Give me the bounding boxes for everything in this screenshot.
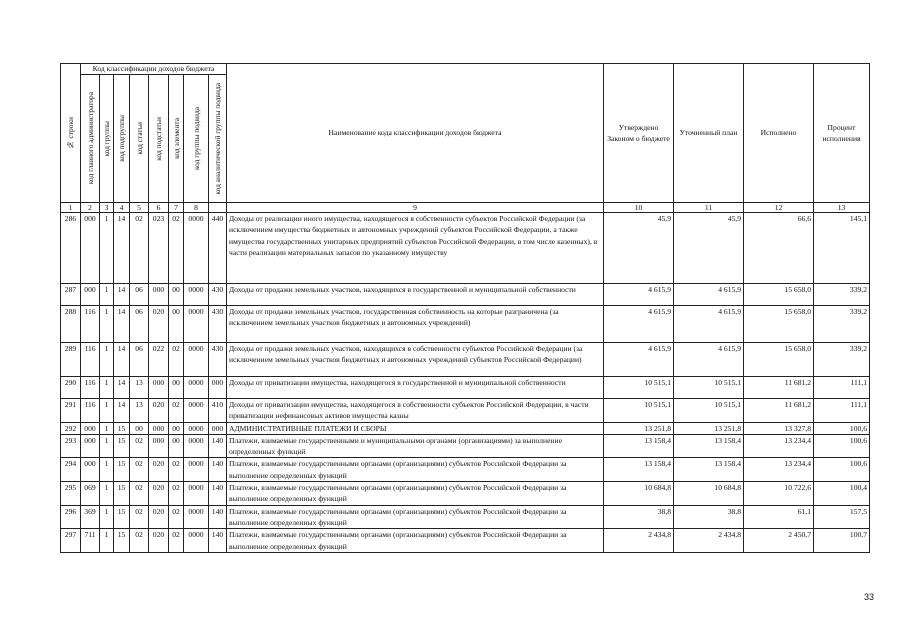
row-number: 289 (61, 343, 81, 377)
code-subgroup: 15 (114, 529, 130, 553)
row-name: Доходы от продажи земельных участков, государственная собственность на которые разграничена (за исключением земельных участков бюджетных и автономных учреждений) (227, 306, 604, 343)
row-name: Доходы от приватизации имущества, находящегося в государственной и муниципальной собственности (227, 377, 604, 399)
code-article: 06 (130, 284, 149, 306)
value-plan: 10 684,8 (674, 482, 744, 506)
column-number: 2 (81, 203, 100, 213)
code-article: 02 (130, 505, 149, 529)
value-percent: 157,5 (814, 505, 870, 529)
code-subtype: 0000 (184, 377, 209, 399)
code-group: 1 (100, 482, 114, 506)
row-number: 293 (61, 434, 81, 458)
row-name: Платежи, взимаемые государственными органами (организациями) субъектов Российской Федерации за выполнение определенных функций (227, 482, 604, 506)
table-row (61, 505, 870, 529)
row-name: Платежи, взимаемые государственными органами (организациями) субъектов Российской Федерации за выполнение определенных функций (227, 529, 604, 553)
code-analytic: 140 (209, 458, 227, 482)
column-number: 8 (184, 203, 209, 213)
row-number: 286 (61, 213, 81, 284)
code-subarticle: 020 (149, 529, 169, 553)
code-subtype: 0000 (184, 482, 209, 506)
code-subarticle: 000 (149, 434, 169, 458)
code-element: 02 (169, 343, 184, 377)
value-approved: 4 615,9 (604, 284, 674, 306)
code-group: 1 (100, 458, 114, 482)
code-article: 02 (130, 529, 149, 553)
code-group: 1 (100, 422, 114, 434)
value-executed: 10 722,6 (744, 482, 814, 506)
code-group: 1 (100, 505, 114, 529)
code-subarticle: 000 (149, 284, 169, 306)
value-executed: 11 681,2 (744, 377, 814, 399)
value-approved: 10 515,1 (604, 377, 674, 399)
value-executed: 13 327,8 (744, 422, 814, 434)
value-approved: 10 684,8 (604, 482, 674, 506)
code-admin: 369 (81, 505, 100, 529)
code-subarticle: 000 (149, 377, 169, 399)
table-row (61, 482, 870, 506)
column-number: 11 (674, 203, 744, 213)
header-classification-group: Код классификации доходов бюджета (81, 64, 227, 75)
header-plan: Уточненный план (674, 64, 744, 203)
value-executed: 15 658,0 (744, 284, 814, 306)
value-percent: 100,6 (814, 422, 870, 434)
value-percent: 145,1 (814, 213, 870, 284)
row-number: 291 (61, 399, 81, 423)
code-analytic: 140 (209, 505, 227, 529)
code-subarticle: 020 (149, 482, 169, 506)
code-analytic: 140 (209, 529, 227, 553)
value-percent: 100,6 (814, 434, 870, 458)
header-name: Наименование кода классификации доходов бюджета (227, 64, 604, 203)
row-name: Платежи, взимаемые государственными и муниципальными органами (организациями) за выполнение определенных функций (227, 434, 604, 458)
value-plan: 38,8 (674, 505, 744, 529)
row-number: 288 (61, 306, 81, 343)
value-percent: 339,2 (814, 284, 870, 306)
value-plan: 10 515,1 (674, 399, 744, 423)
column-number: 9 (227, 203, 604, 213)
value-approved: 38,8 (604, 505, 674, 529)
header-code-article: код статьи (130, 75, 149, 203)
value-percent: 339,2 (814, 343, 870, 377)
value-executed: 15 658,0 (744, 343, 814, 377)
code-subarticle: 023 (149, 213, 169, 284)
column-number: 5 (130, 203, 149, 213)
column-number: 6 (149, 203, 169, 213)
row-name: Платежи, взимаемые государственными органами (организациями) субъектов Российской Федерации за выполнение определенных функций (227, 458, 604, 482)
code-analytic: 140 (209, 482, 227, 506)
code-subtype: 0000 (184, 434, 209, 458)
column-number: 12 (744, 203, 814, 213)
column-number: 1 (61, 203, 81, 213)
code-article: 02 (130, 482, 149, 506)
code-article: 13 (130, 377, 149, 399)
value-approved: 45,9 (604, 213, 674, 284)
row-number: 297 (61, 529, 81, 553)
code-element: 00 (169, 306, 184, 343)
code-group: 1 (100, 213, 114, 284)
budget-revenue-table (60, 63, 870, 553)
code-subtype: 0000 (184, 505, 209, 529)
row-number: 296 (61, 505, 81, 529)
row-number: 294 (61, 458, 81, 482)
header-code-admin: код главного администратора (81, 75, 100, 203)
value-plan: 45,9 (674, 213, 744, 284)
code-analytic: 430 (209, 284, 227, 306)
value-executed: 61,1 (744, 505, 814, 529)
table-body (61, 213, 870, 553)
code-admin: 000 (81, 284, 100, 306)
code-subarticle: 020 (149, 306, 169, 343)
code-admin: 116 (81, 306, 100, 343)
column-number-row (61, 203, 870, 213)
table-row (61, 213, 870, 284)
code-subgroup: 14 (114, 306, 130, 343)
table-row (61, 306, 870, 343)
header-approved: Утверждено Законом о бюджете (604, 64, 674, 203)
code-subgroup: 14 (114, 343, 130, 377)
code-subgroup: 15 (114, 482, 130, 506)
code-subtype: 0000 (184, 284, 209, 306)
code-element: 02 (169, 458, 184, 482)
code-element: 02 (169, 529, 184, 553)
code-admin: 116 (81, 343, 100, 377)
code-group: 1 (100, 529, 114, 553)
code-subgroup: 14 (114, 399, 130, 423)
value-plan: 4 615,9 (674, 284, 744, 306)
value-plan: 13 158,4 (674, 458, 744, 482)
header-code-subtype: код группы подвида (184, 75, 209, 203)
column-number: 3 (100, 203, 114, 213)
code-subtype: 0000 (184, 458, 209, 482)
code-subarticle: 020 (149, 458, 169, 482)
code-group: 1 (100, 284, 114, 306)
code-admin: 069 (81, 482, 100, 506)
value-approved: 4 615,9 (604, 306, 674, 343)
code-article: 02 (130, 213, 149, 284)
value-executed: 66,6 (744, 213, 814, 284)
code-subtype: 0000 (184, 213, 209, 284)
table-row (61, 377, 870, 399)
code-subarticle: 020 (149, 399, 169, 423)
code-group: 1 (100, 343, 114, 377)
code-admin: 000 (81, 434, 100, 458)
table-row (61, 343, 870, 377)
code-subgroup: 15 (114, 434, 130, 458)
code-analytic: 000 (209, 422, 227, 434)
row-name: Доходы от реализации иного имущества, находящегося в собственности субъектов Российской Федерации (за исключением имущества бюджетных и автономных учреждений субъектов Российской Федерации, а также имущества государственных унитарных предприятий субъектов Российской Федерации, в том числе казенных), в части реализации материальных запасов по указанному имуществу (227, 213, 604, 284)
code-article: 06 (130, 306, 149, 343)
value-approved: 13 251,8 (604, 422, 674, 434)
code-article: 02 (130, 458, 149, 482)
row-number: 290 (61, 377, 81, 399)
value-approved: 2 434,8 (604, 529, 674, 553)
header-row-no: № строки (61, 64, 81, 203)
code-group: 1 (100, 377, 114, 399)
header-code-subgroup: код подгруппы (114, 75, 130, 203)
table-row (61, 434, 870, 458)
code-subtype: 0000 (184, 399, 209, 423)
value-approved: 4 615,9 (604, 343, 674, 377)
code-subgroup: 14 (114, 213, 130, 284)
code-subgroup: 14 (114, 377, 130, 399)
code-element: 02 (169, 505, 184, 529)
code-analytic: 430 (209, 343, 227, 377)
row-name: Доходы от продажи земельных участков, находящихся в государственной и муниципальной собственности (227, 284, 604, 306)
code-subtype: 0000 (184, 306, 209, 343)
row-number: 295 (61, 482, 81, 506)
value-approved: 13 158,4 (604, 434, 674, 458)
row-name: Платежи, взимаемые государственными органами (организациями) субъектов Российской Федерации за выполнение определенных функций (227, 505, 604, 529)
column-number: 10 (604, 203, 674, 213)
code-admin: 000 (81, 422, 100, 434)
code-analytic: 430 (209, 306, 227, 343)
table-row (61, 399, 870, 423)
value-percent: 100,4 (814, 482, 870, 506)
code-group: 1 (100, 306, 114, 343)
row-name: Доходы от приватизации имущества, находящегося в собственности субъектов Российской Федерации, в части приватизации нефинансовых активов имущества казны (227, 399, 604, 423)
column-number: 7 (169, 203, 184, 213)
code-group: 1 (100, 434, 114, 458)
code-admin: 116 (81, 377, 100, 399)
value-plan: 4 615,9 (674, 306, 744, 343)
code-subarticle: 020 (149, 505, 169, 529)
code-subtype: 0000 (184, 343, 209, 377)
column-number (209, 203, 227, 213)
code-element: 00 (169, 377, 184, 399)
value-executed: 13 234,4 (744, 434, 814, 458)
code-subtype: 0000 (184, 529, 209, 553)
value-executed: 15 658,0 (744, 306, 814, 343)
value-executed: 2 450,7 (744, 529, 814, 553)
header-percent: Процент исполнения (814, 64, 870, 203)
code-analytic: 000 (209, 377, 227, 399)
row-name: Доходы от продажи земельных участков, находящихся в собственности субъектов Российской Федерации (за исключением земельных участков бюджетных и автономных учреждений субъектов Российской Федерации) (227, 343, 604, 377)
code-article: 00 (130, 422, 149, 434)
code-analytic: 440 (209, 213, 227, 284)
value-approved: 10 515,1 (604, 399, 674, 423)
value-executed: 11 681,2 (744, 399, 814, 423)
code-group: 1 (100, 399, 114, 423)
value-percent: 111,1 (814, 399, 870, 423)
header-code-subarticle: код подстатьи (149, 75, 169, 203)
code-subgroup: 15 (114, 422, 130, 434)
code-subtype: 0000 (184, 422, 209, 434)
value-executed: 13 234,4 (744, 458, 814, 482)
code-subgroup: 14 (114, 284, 130, 306)
table-row (61, 529, 870, 553)
table-row (61, 284, 870, 306)
value-percent: 100,6 (814, 458, 870, 482)
code-analytic: 410 (209, 399, 227, 423)
header-code-analytic: код аналитической группы подвида (209, 75, 227, 203)
value-plan: 4 615,9 (674, 343, 744, 377)
column-number: 13 (814, 203, 870, 213)
code-article: 02 (130, 434, 149, 458)
code-admin: 711 (81, 529, 100, 553)
header-code-element: код элемента (169, 75, 184, 203)
table-row (61, 458, 870, 482)
code-admin: 000 (81, 458, 100, 482)
header-executed: Исполнено (744, 64, 814, 203)
code-admin: 000 (81, 213, 100, 284)
value-plan: 2 434,8 (674, 529, 744, 553)
value-plan: 13 158,4 (674, 434, 744, 458)
code-subgroup: 15 (114, 505, 130, 529)
row-number: 287 (61, 284, 81, 306)
code-article: 13 (130, 399, 149, 423)
column-number: 4 (114, 203, 130, 213)
code-analytic: 140 (209, 434, 227, 458)
row-number: 292 (61, 422, 81, 434)
value-percent: 100,7 (814, 529, 870, 553)
code-subarticle: 000 (149, 422, 169, 434)
row-name: АДМИНИСТРАТИВНЫЕ ПЛАТЕЖИ И СБОРЫ (227, 422, 604, 434)
code-element: 02 (169, 482, 184, 506)
code-element: 00 (169, 422, 184, 434)
page-number: 33 (864, 592, 875, 602)
code-admin: 116 (81, 399, 100, 423)
value-percent: 339,2 (814, 306, 870, 343)
table-row (61, 422, 870, 434)
code-article: 06 (130, 343, 149, 377)
code-element: 02 (169, 213, 184, 284)
value-plan: 13 251,8 (674, 422, 744, 434)
code-subarticle: 022 (149, 343, 169, 377)
code-element: 00 (169, 434, 184, 458)
header-code-group: код группы (100, 75, 114, 203)
code-element: 00 (169, 284, 184, 306)
value-plan: 10 515,1 (674, 377, 744, 399)
value-percent: 111,1 (814, 377, 870, 399)
code-subgroup: 15 (114, 458, 130, 482)
code-element: 02 (169, 399, 184, 423)
value-approved: 13 158,4 (604, 458, 674, 482)
